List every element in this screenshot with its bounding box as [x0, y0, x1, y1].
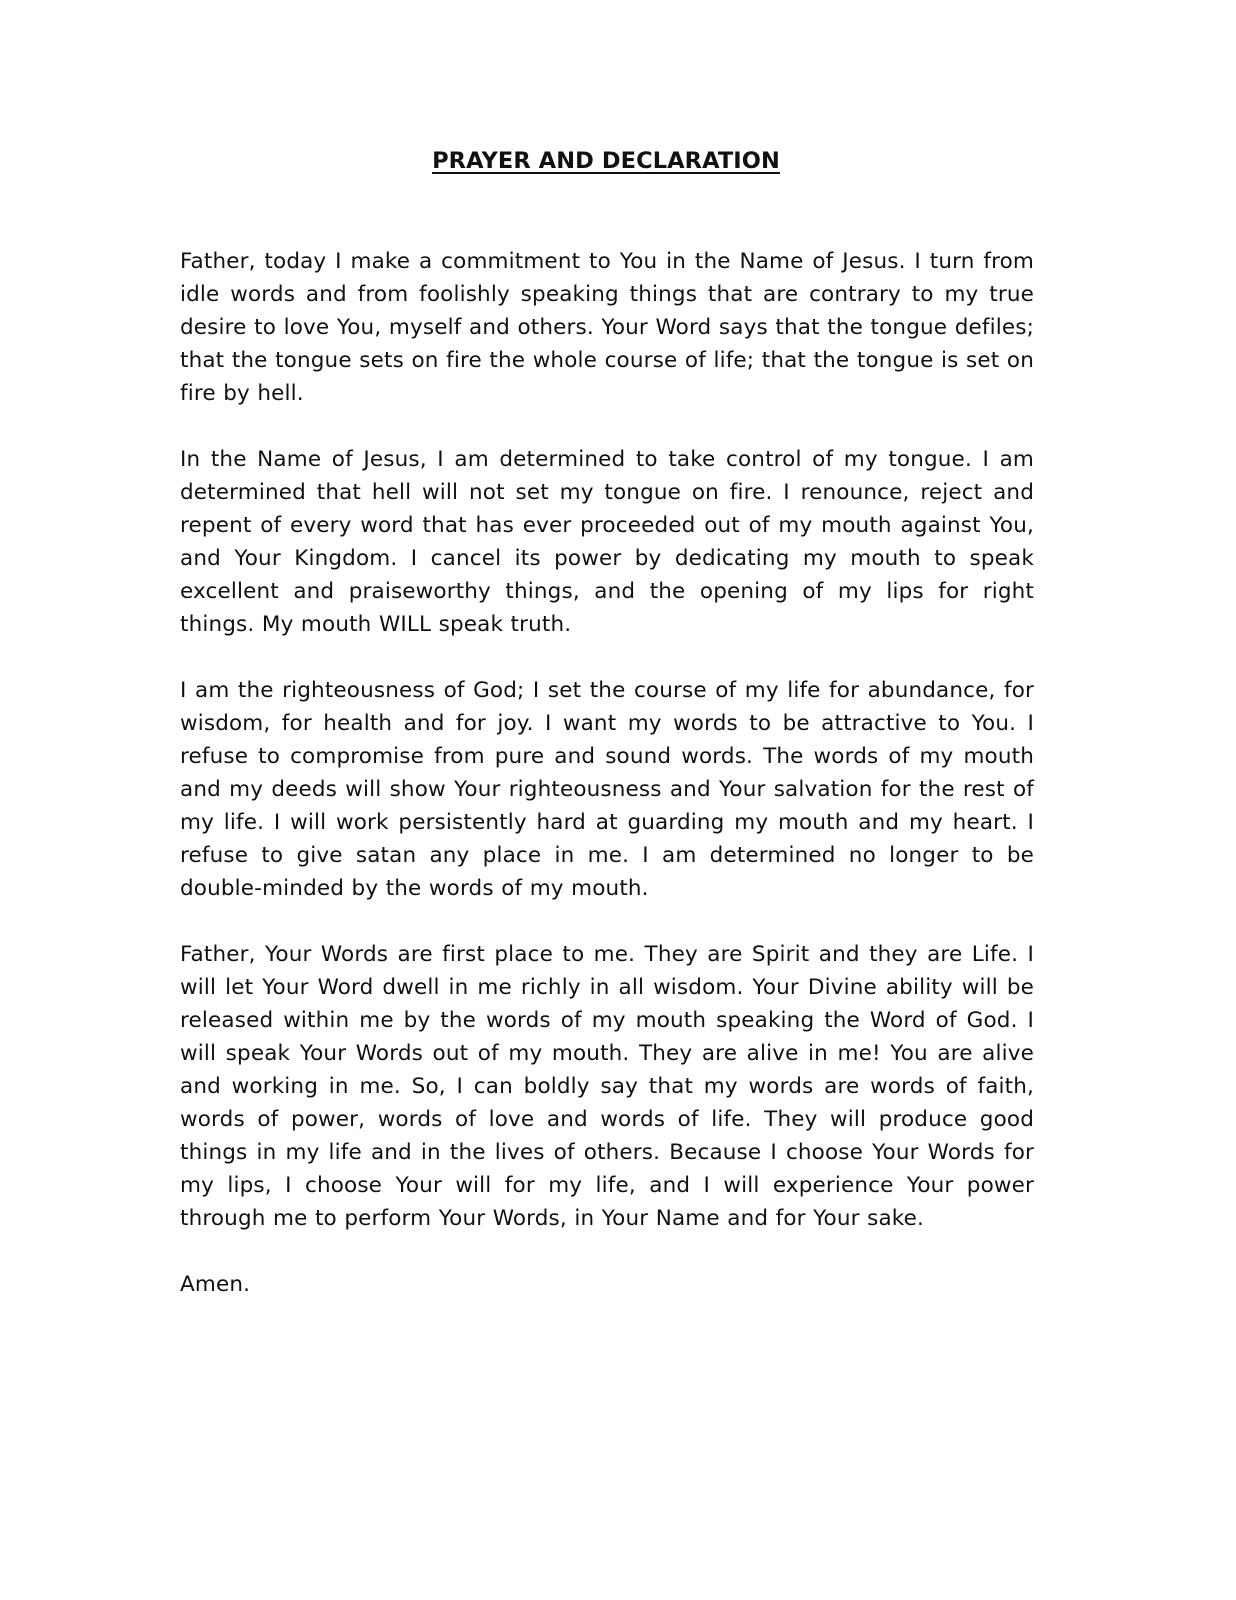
document-title [0, 146, 1212, 176]
document-body [180, 245, 1034, 1301]
paragraph-amen: Amen. [180, 1272, 251, 1297]
paragraph-words-first-place: Father, Your Words are first place to me. They are Spirit and they are Life. I will let Your Word dwell in me richly in all wisdom. Your Divine ability will be released within me by the words of my mouth speaking the Word of God. I will speak Your Words out of my mouth. They are alive in me! You are alive and working in me. So, I can boldly say that my words are words of faith, words of power, words of love and words of life. They will produce good things in my life and in the lives of others. Because I choose Your Words for my lips, I choose Your will for my life, and I will experience Your power through me to perform Your Words, in Your Name and for Your sake. [180, 942, 1034, 1231]
document-title-text: PRAYER AND DECLARATION [432, 148, 780, 174]
paragraph-righteousness: I am the righteousness of God; I set the course of my life for abundance, for wisdom, for health and for joy. I want my words to be attractive to You. I refuse to compromise from pure and sound words. The words of my mouth and my deeds will show Your righteousness and Your salvation for the rest of my life. I will work persistently hard at guarding my mouth and my heart. I refuse to give satan any place in me. I am determined no longer to be double-minded by the words of my mouth. [180, 678, 1034, 901]
paragraph-control-tongue: In the Name of Jesus, I am determined to take control of my tongue. I am determined that hell will not set my tongue on fire. I renounce, reject and repent of every word that has ever proceeded out of my mouth against You, and Your Kingdom. I cancel its power by dedicating my mouth to speak excellent and praiseworthy things, and the opening of my lips for right things. My mouth WILL speak truth. [180, 447, 1034, 637]
paragraph-commitment: Father, today I make a commitment to You in the Name of Jesus. I turn from idle words and from foolishly speaking things that are contrary to my true desire to love You, myself and others. Your Word says that the tongue defiles; that the tongue sets on fire the whole course of life; that the tongue is set on fire by hell. [180, 249, 1034, 406]
